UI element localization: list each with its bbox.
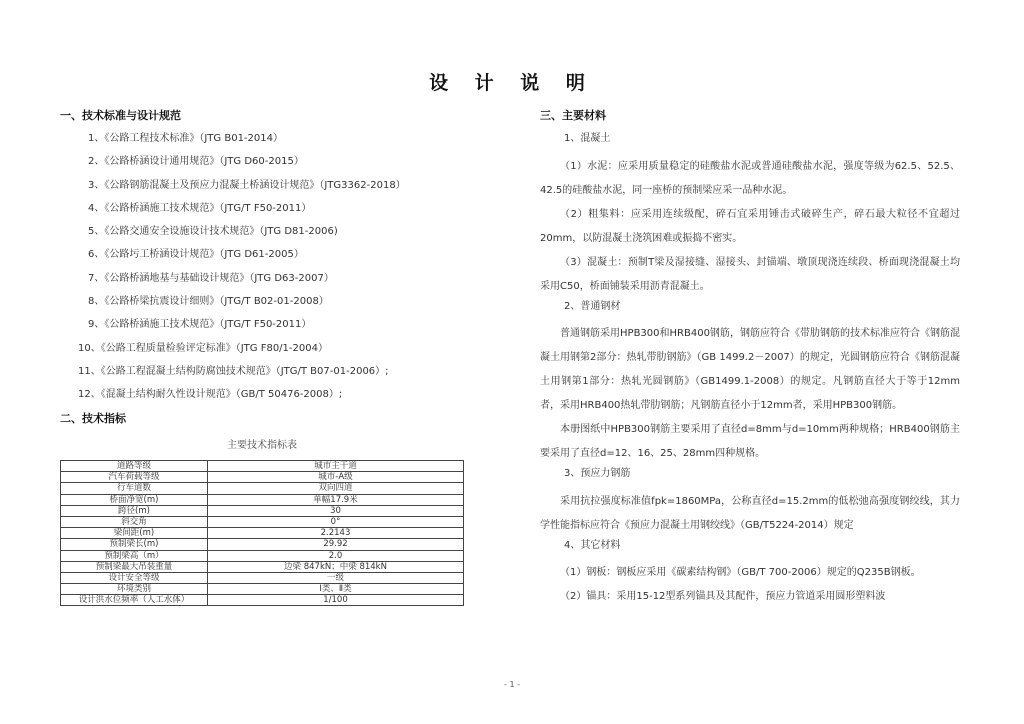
table-cell-key: 预制梁高（m） [61,550,208,561]
table-row [61,595,464,606]
table-row [61,584,464,595]
standard-item: 7、《公路桥涵地基与基础设计规范》（JTG D63-2007） [88,272,334,284]
paragraph-anchorage: （2）锚具：采用15-12型系列锚具及其配件，预应力管道采用圆形塑料波 [560,591,886,602]
standard-item: 3、《公路钢筋混凝土及预应力混凝土桥涵设计规范》（JTG3362-2018） [88,179,406,191]
technical-indicators-table [60,460,464,606]
table-cell-value: 30 [208,505,464,516]
standard-item: 9、《公路桥涵施工技术规范》（JTG/T F50-2011） [88,319,312,331]
standard-item: 6、《公路圬工桥涵设计规范》（JTG D61-2005） [88,249,304,261]
standard-item: 10、《公路工程质量检验评定标准》（JTG F80/1-2004） [78,342,328,354]
section-heading-materials: 三、主要材料 [540,109,606,122]
standard-item: 11、《公路工程混凝土结构防腐蚀技术规范》（JTG/T B07-01-2006）; [78,365,389,377]
table-cell-key: 环境类别 [61,584,208,595]
table-cell-key: 设计洪水位频率（人工水体） [61,595,208,606]
table-row [61,561,464,572]
paragraph-rebar-spec: 普通钢筋采用HPB300和HRB400钢筋，钢筋应符合《带肋钢筋的技术标准应符合《钢筋混凝土用钢第2部分：热轧带肋钢筋》（GB 1499.2－2007）的规定，光圆钢筋应符合《钢筋混凝土用钢第1部分：热轧光圆钢筋》（GB1499.1-2008）的规定。凡钢筋直径大于等于12mm者，采用HRB400热轧带肋钢筋；凡钢筋直径小于12mm者，采用HPB300钢筋。 [540,328,960,411]
table-cell-key: 道路等级 [61,461,208,472]
table-cell-value: 1/100 [208,595,464,606]
standard-item: 12、《混凝土结构耐久性设计规范》（GB/T 50476-2008）; [78,389,343,401]
table-row [61,516,464,527]
table-cell-value: Ⅰ类、Ⅱ类 [208,584,464,595]
subsection-heading-concrete: 1、混凝土 [564,133,611,144]
table-cell-value: 2.2143 [208,528,464,539]
section-heading-standards: 一、技术标准与设计规范 [60,109,181,122]
table-cell-value: 2.0 [208,550,464,561]
subsection-heading-steel: 2、普通钢材 [564,300,621,312]
paragraph-rebar-sizes: 本册图纸中HPB300钢筋主要采用了直径d=8mm与d=10mm两种规格；HRB400钢筋主要采用了直径d=12、16、25、28mm四种规格。 [540,424,960,459]
subsection-heading-other: 4、其它材料 [564,539,621,551]
table-cell-key: 跨径(m) [61,505,208,516]
table-row [61,483,464,494]
table-cell-key: 预制梁长(m) [61,539,208,550]
paragraph-cement: （1）水泥：应采用质量稳定的硅酸盐水泥或普通硅酸盐水泥，强度等级为62.5、52.5、42.5的硅酸盐水泥，同一座桥的预制梁应采一品种水泥。 [540,160,960,196]
table-cell-value: 0° [208,516,464,527]
table-row [61,528,464,539]
table-cell-value: 城市-A级 [208,472,464,483]
table-cell-value: 一级 [208,572,464,583]
paragraph-aggregate: （2）粗集料：应采用连续级配，碎石宜采用锤击式破碎生产，碎石最大粒径不宜超过20mm，以防混凝土浇筑困难或振捣不密实。 [540,208,960,244]
table-row [61,494,464,505]
standard-item: 2、《公路桥涵设计通用规范》（JTG D60-2015） [88,156,304,168]
table-cell-key: 汽车荷载等级 [61,472,208,483]
paragraph-steel-plate: （1）钢板：钢板应采用《碳素结构钢》（GB/T 700-2006）规定的Q235B钢板。 [560,567,921,578]
table-cell-key: 预制梁最大吊装重量 [61,561,208,572]
table-row [61,472,464,483]
standard-item: 8、《公路桥梁抗震设计细则》（JTG/T B02-01-2008） [88,296,329,308]
table-row [61,539,464,550]
table-cell-key: 桥面净宽(m) [61,494,208,505]
left-column [60,108,480,434]
table-caption: 主要技术指标表 [227,440,297,451]
subsection-heading-prestress: 3、预应力钢筋 [564,468,631,479]
table-cell-value: 29.92 [208,539,464,550]
page-number: - 1 - [504,680,520,689]
section-heading-indicators: 二、技术指标 [60,411,126,425]
table-row [61,550,464,561]
table-cell-value: 边梁 847kN；中梁 814kN [208,561,464,572]
table-cell-value: 城市主干道 [208,461,464,472]
paragraph-strand: 采用抗拉强度标准值fpk=1860MPa，公称直径d=15.2mm的低松弛高强度钢绞线，其力学性能指标应符合《预应力混凝土用钢绞线》（GB/T5224-2014）规定 [540,495,960,531]
right-column [540,108,960,609]
table-cell-key: 设计安全等级 [61,572,208,583]
table-cell-value: 双向四道 [208,483,464,494]
standard-item: 5、《公路交通安全设施设计技术规范》（JTG D81-2006) [88,226,338,238]
table-row [61,505,464,516]
page-title: 设 计 说 明 [429,72,595,94]
table-cell-key: 行车道数 [61,483,208,494]
table-cell-key: 斜交角 [61,516,208,527]
paragraph-concrete: （3）混凝土：预制T梁及湿接缝、湿接头、封锚端、墩顶现浇连续段、桥面现浇混凝土均采用C50，桥面铺装采用沥青混凝土。 [540,256,960,292]
table-cell-value: 单幅17.9米 [208,494,464,505]
standard-item: 1、《公路工程技术标准》（JTG B01-2014） [88,133,283,144]
table-cell-key: 梁间距(m) [61,528,208,539]
table-row [61,461,464,472]
standard-item: 4、《公路桥涵施工技术规范》（JTG/T F50-2011） [88,202,312,214]
table-row [61,572,464,583]
